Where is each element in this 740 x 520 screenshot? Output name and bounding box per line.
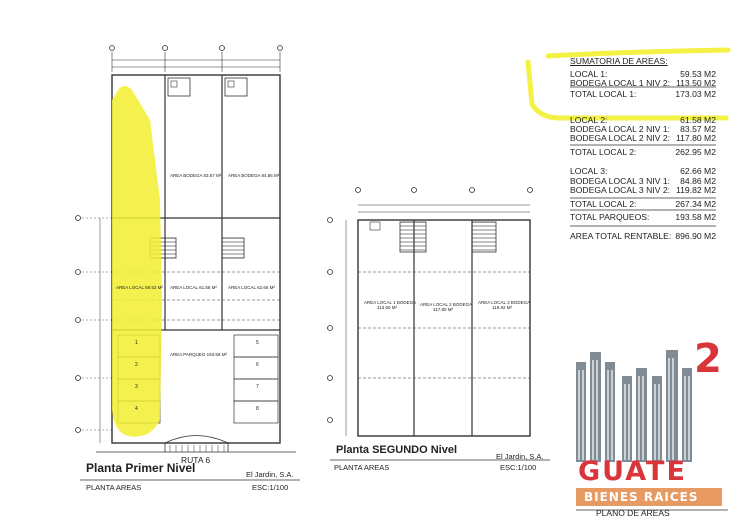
room-label-bodega-1: AREA BODEGA 83.57 M² — [170, 173, 222, 178]
subtitle-second: PLANTA AREAS — [334, 463, 390, 472]
parking-number-7: 7 — [256, 384, 259, 390]
logo-number: 2 — [694, 336, 722, 382]
scale-second: ESC:1/100 — [500, 463, 537, 472]
parking-number-8: 8 — [256, 406, 259, 412]
company-second: El Jardin, S.A. — [496, 452, 544, 461]
plan-title-second: Planta SEGUNDO Nivel — [336, 444, 458, 456]
parking-number-6: 6 — [256, 362, 259, 368]
room-label-local-2: AREA LOCAL 61.58 M² — [170, 285, 217, 290]
scale-first: ESC:1/100 — [252, 483, 289, 492]
logo-brand: GUATE — [578, 456, 687, 487]
parking-number-3: 3 — [135, 384, 138, 390]
parking-number-2: 2 — [135, 362, 138, 368]
room-label-level2-1: AREA LOCAL 1 BODEGA 113.50 M² — [364, 300, 417, 310]
room-label-local-1: AREA LOCAL 59.53 M² — [116, 285, 163, 290]
subtitle-first: PLANTA AREAS — [86, 483, 142, 492]
room-label-bodega-2: AREA BODEGA 84.86 M² — [228, 173, 280, 178]
room-label-local-3: AREA LOCAL 62.66 M² — [228, 285, 275, 290]
first-level-plan — [76, 46, 297, 453]
blueprint-sheet: AREA BODEGA 83.57 M² AREA BODEGA 84.86 M² AREA LOCAL 59.53 M² AREA LOCAL 61.58 M² AREA LOCAL 62.66 M² AREA PARQUEO 193.58 M² 1 2 3 4 5 6 7 8 RUTA 6 Planta Primer Nivel El Jardin, S.A. PLANTA AREAS ESC:1/100 AREA LOCAL 1 BODEGA 113.50 M² AREA LOCAL 2 BODEGA 117.80 M² AREA LOCAL 3 BODEGA 119.82 M² Planta SEGUNDO Nivel El Jardin, S.A. PLANTA AREAS ESC:1/100 SUMATORIA DE AREAS: LOCAL 1: 59.53 M2 BODEGA LOCAL 1 NIV 2: 113.50 M2 TOTAL LOCAL 1: 173.03 M2 LOCAL 2: 61.58 M2 BODEGA LOCAL 2 NIV 1: 83.57 M2 BODEGA LOCAL 2 NIV 2: 117.80 M2 TOTAL LOCAL 2: 262.95 M2 LOCAL 3: 62.66 M2 BODEGA LOCAL 3 NIV 1: 84.86 M2 BODEGA LOCAL 3 NIV 2: 119.82 M2 TOTAL LOCAL 2: 267.34 M2 TOTAL PARQUEOS: 193.58 M2 AREA TOTAL RENTABLE: 896.90 M2 2 GUATE BIENES RAICES PLANO DE AREAS — [0, 0, 740, 520]
logo-caption: PLANO DE AREAS — [596, 508, 670, 518]
plan-title-first: Planta Primer Nivel — [86, 461, 196, 475]
room-label-parqueo: AREA PARQUEO 193.58 M² — [170, 352, 227, 357]
summary-heading: SUMATORIA DE AREAS: — [570, 56, 668, 66]
parking-number-5: 5 — [256, 340, 259, 346]
street-label: RUTA 6 — [181, 455, 211, 465]
company-first: El Jardin, S.A. — [246, 470, 294, 479]
room-label-level2-2: AREA LOCAL 2 BODEGA 117.80 M² — [420, 302, 473, 312]
parking-number-4: 4 — [135, 406, 138, 412]
room-label-level2-3: AREA LOCAL 3 BODEGA 119.82 M² — [478, 300, 531, 310]
logo-tagline: BIENES RAICES — [584, 490, 699, 504]
parking-number-1: 1 — [135, 340, 138, 346]
